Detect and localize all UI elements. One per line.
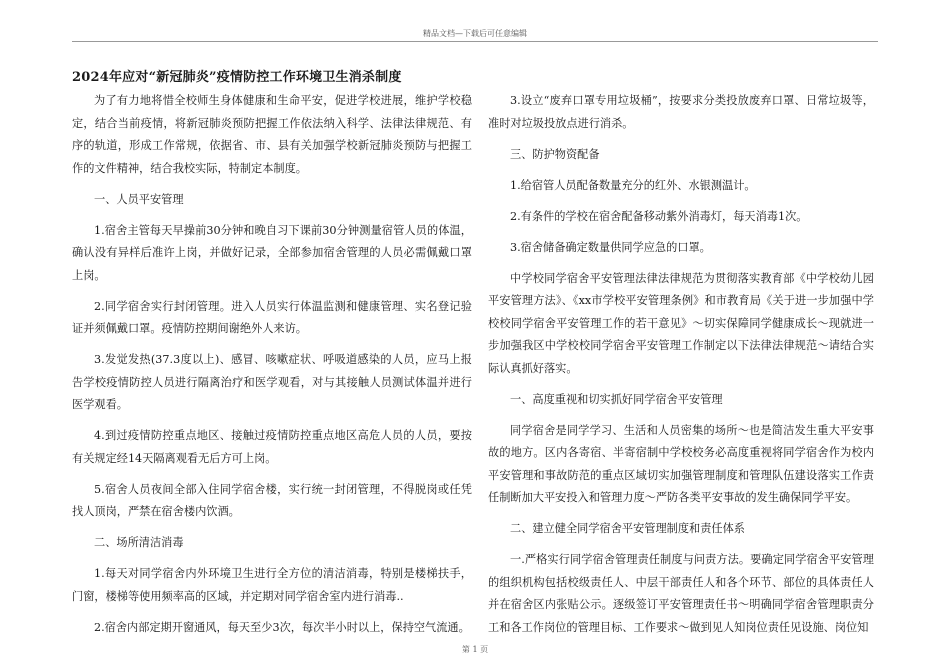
section-heading-attention: 一、高度重视和切实抓好同学宿舍平安管理 <box>510 392 723 406</box>
paragraph-intro: 为了有力地将惜全校师生身体健康和生命平安，促进学校进展，维护学校稳定，结合当前疫情，将新冠肺炎预防把握工作依法纳入科学、法律法律规范、有序的轨道，形成工作常规，依据省、市、县有关加强学校新冠肺炎预防与把握工作的文件精神，结合我校实际，特制定本制度。 <box>72 94 472 175</box>
section-heading-cleaning: 二、场所清洁消毒 <box>94 536 184 549</box>
page-number: 第 1 页 <box>461 645 489 654</box>
paragraph-item: 3.发觉发热(37.3度以上)、感冒、咳嗽症状、呼吸道感染的人员，应马上报告学校疫情防控人员进行隔离治疗和医学观看，对与其接触人员测试体温并进行医学观看。 <box>72 353 472 411</box>
header-divider <box>72 41 878 42</box>
section-heading-personnel: 一、人员平安管理 <box>94 192 184 206</box>
paragraph-item: 4.到过疫情防控重点地区、接触过疫情防控重点地区高危人员的人员，要按有关规定经14天隔离观看无后方可上岗。 <box>72 429 472 465</box>
paragraph-item: 3.设立“废弃口罩专用垃圾桶”，按要求分类投放废弃口罩、日常垃圾等，准时对垃圾投放点进行消杀。 <box>488 94 874 130</box>
paragraph-dorm-safety-intro: 中学校同学宿舍平安管理法律法律规范为贯彻落实教育部《中学校幼儿园平安管理方法》、《xx市学校平安管理条例》和市教育局《关于进一步加强中学校校同学宿舍平安管理工作的若干意见》～切实保障同学健康成长～现就进一步加强我区中学校校同学宿舍平安管理工作制定以下法律法律规范～请结合实际认真抓好落实。 <box>488 271 874 375</box>
document-title: 2024年应对“新冠肺炎”疫情防控工作环境卫生消杀制度 <box>72 70 402 85</box>
paragraph-item: 1.每天对同学宿舍内外环境卫生进行全方位的清洁消毒，特别是楼梯扶手，门窗，楼梯等使用频率高的区域，并定期对同学宿舍室内进行消毒.. <box>72 567 472 603</box>
left-column <box>72 90 472 648</box>
paragraph-item: 2.有条件的学校在宿舍配备移动紫外消毒灯，每天消毒1次。 <box>510 209 808 223</box>
paragraph-item: 2.同学宿舍实行封闭管理。进入人员实行体温监测和健康管理、实名登记验证并须佩戴口罩。疫情防控期间谢绝外人来访。 <box>72 299 472 335</box>
section-heading-system: 二、建立健全同学宿舍平安管理制度和责任体系 <box>510 522 745 535</box>
right-column <box>488 90 874 648</box>
paragraph-item: 3.宿舍储备确定数量供同学应急的口罩。 <box>510 240 711 254</box>
section-heading-supplies: 三、防护物资配备 <box>510 147 600 161</box>
paragraph-item: 2.宿舍内部定期开窗通风，每天至少3次，每次半小时以上，保持空气流通。 <box>94 620 470 634</box>
page-header: 精品文档—下载后可任意编辑 <box>423 29 527 38</box>
paragraph-item: 5.宿舍人员夜间全部入住同学宿舍楼，实行统一封闭管理，不得脱岗或任凭找人顶岗，严禁在宿舍楼内饮酒。 <box>72 482 472 518</box>
paragraph-item: 1.宿舍主管每天早操前30分钟和晚自习下课前30分钟测量宿管人员的体温，确认没有异样后准许上岗，并做好记录，全部参加宿舍管理的人员必需佩戴口罩上岗。 <box>72 223 472 282</box>
paragraph-item: 同学宿舍是同学学习、生活和人员密集的场所～也是简洁发生重大平安事故的地方。区内各寄宿、半寄宿制中学校校务必高度重视将同学宿舍作为校内平安管理和事故防范的重点区域切实加强管理制度和管理队伍建设落实工作责任制断加大平安投入和管理力度～严防各类平安事故的发生确保同学平安。 <box>488 423 874 504</box>
paragraph-item: 一.严格实行同学宿舍管理责任制度与问责方法。要确定同学宿舍平安管理的组织机构包括校级责任人、中层干部责任人和各个环节、部位的具体责任人并在宿舍区内张贴公示。逐级签订平安管理责任书～明确同学宿舍管理职责分工和各工作岗位的管理目标、工作要求～做到见人知岗位责任见设施、岗位知 <box>488 553 874 634</box>
paragraph-item: 1.给宿管人员配备数量充分的红外、水银测温计。 <box>510 178 756 192</box>
